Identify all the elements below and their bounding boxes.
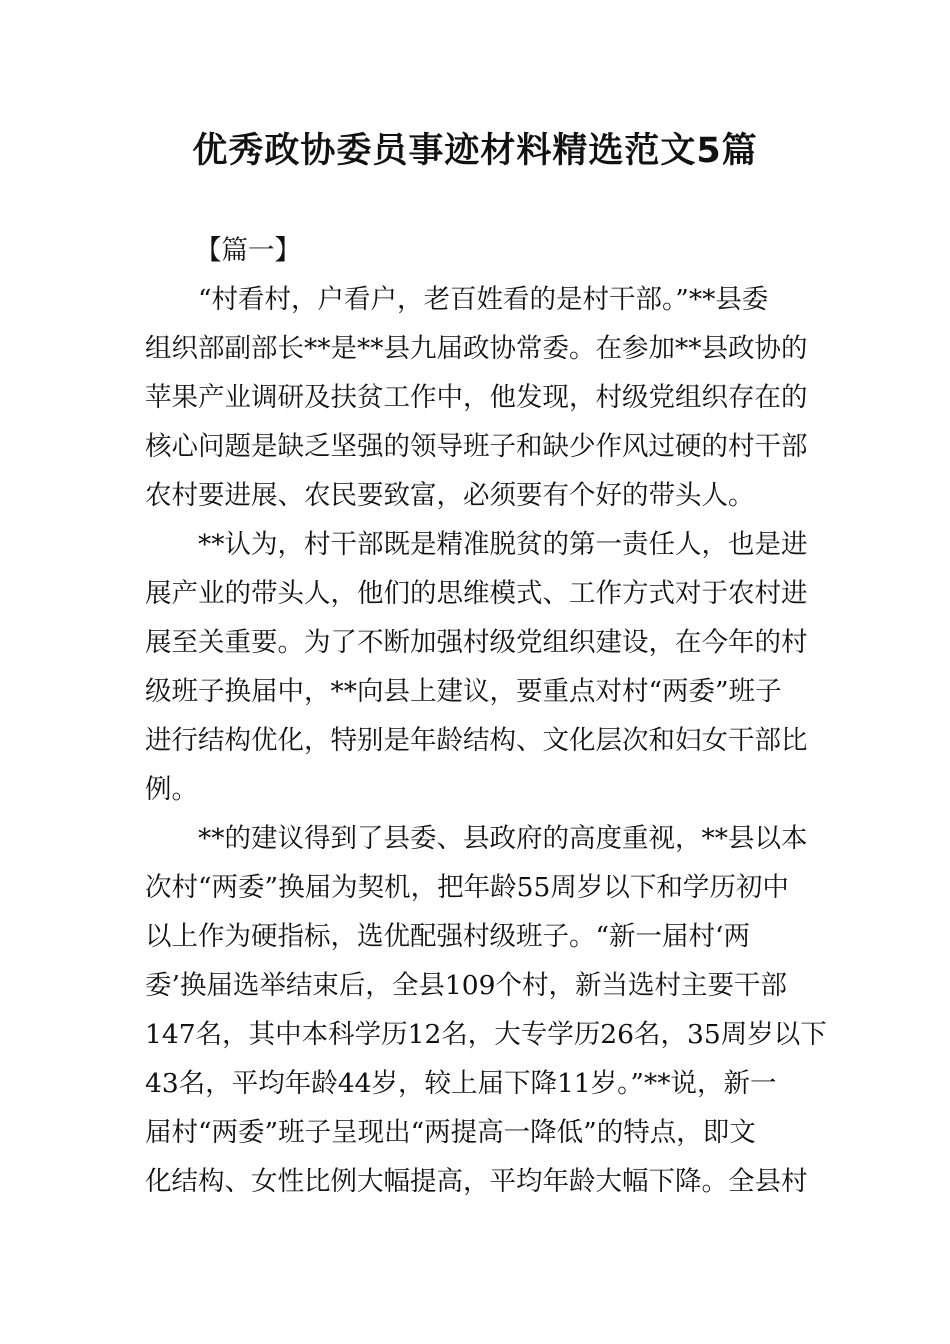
- text-line: 展至关重要。为了不断加强村级党组织建设，在今年的村: [145, 627, 808, 658]
- document-title: 优秀政协委员事迹材料精选范文5篇: [192, 131, 758, 171]
- text-line: 级班子换届中，**向县上建议，要重点对村“两委”班子: [145, 676, 782, 707]
- section-label: 【篇一】: [195, 235, 301, 266]
- text-line: 核心问题是缺乏坚强的领导班子和缺少作风过硬的村干部: [145, 431, 808, 462]
- text-line: “村看村，户看户，老百姓看的是村干部。”**县委: [198, 284, 769, 315]
- text-line: 147名，其中本科学历12名，大专学历26名，35周岁以下: [145, 1019, 827, 1050]
- text-line: 农村要进展、农民要致富，必须要有个好的带头人。: [145, 480, 755, 511]
- text-line: **的建议得到了县委、县政府的高度重视，**县以本: [198, 823, 808, 854]
- text-line: 进行结构优化，特别是年龄结构、文化层次和妇女干部比: [145, 725, 808, 756]
- paragraph-1: [145, 275, 808, 520]
- text-line: 43名，平均年龄44岁，较上届下降11岁。”**说，新一: [145, 1068, 777, 1099]
- text-line: 组织部副部长**是**县九届政协常委。在参加**县政协的: [145, 333, 808, 364]
- text-line: 化结构、女性比例大幅提高，平均年龄大幅下降。全县村: [145, 1166, 808, 1197]
- paragraph-3: [145, 814, 827, 1206]
- document-body: [145, 226, 827, 1206]
- text-line: 次村“两委”换届为契机，把年龄55周岁以下和学历初中: [145, 872, 789, 903]
- text-line: 例。: [145, 774, 198, 805]
- text-line: **认为，村干部既是精准脱贫的第一责任人，也是进: [198, 529, 808, 560]
- text-line: 以上作为硬指标，选优配强村级班子。“新一届村‘两: [145, 921, 750, 952]
- text-line: 展产业的带头人，他们的思维模式、工作方式对于农村进: [145, 578, 808, 609]
- text-line: 委’换届选举结束后，全县109个村，新当选村主要干部: [145, 970, 788, 1001]
- text-line: 届村“两委”班子呈现出“两提高一降低”的特点，即文: [145, 1117, 756, 1148]
- text-line: 苹果产业调研及扶贫工作中，他发现，村级党组织存在的: [145, 382, 808, 413]
- paragraph-2: [145, 520, 808, 814]
